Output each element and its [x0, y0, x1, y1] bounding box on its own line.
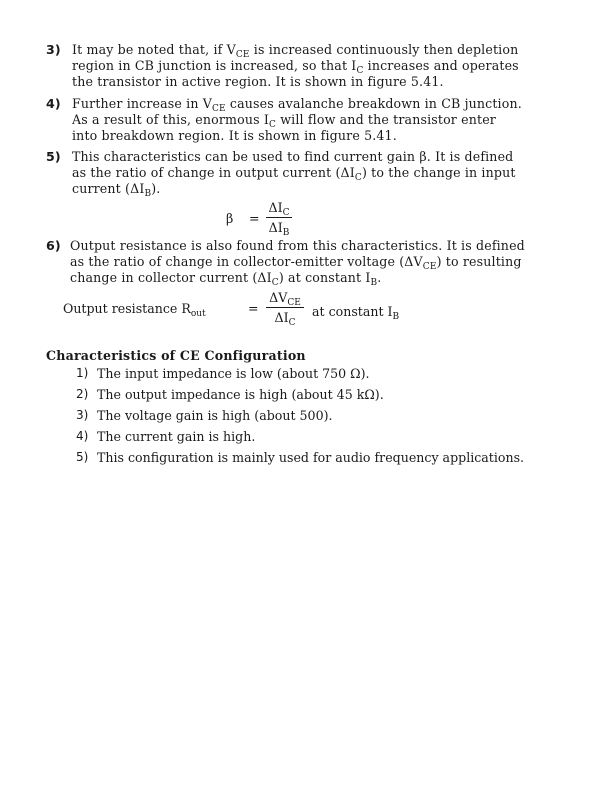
- list-item: [76, 408, 576, 429]
- item-line: current $(\Delta I_B)$.: [72, 181, 161, 199]
- item-number: 5): [46, 149, 61, 164]
- item-text: The output impedance is high (about 45 kΩ).: [97, 387, 384, 402]
- list-item: [76, 450, 576, 471]
- item-number: 3): [76, 408, 89, 422]
- item-line: region in CB junction is increased, so that $I_C$ increases and operates: [72, 58, 519, 76]
- list-item-6: [46, 238, 566, 286]
- list-item-4: [46, 96, 566, 144]
- item-number: 4): [46, 96, 61, 111]
- item-text: This configuration is mainly used for audio frequency applications.: [97, 450, 525, 465]
- list-item: [76, 366, 576, 387]
- list-item-5: [46, 149, 566, 197]
- item-line: This characteristics can be used to find current gain β. It is defined: [72, 149, 514, 164]
- output-resistance-fraction: [266, 290, 304, 328]
- equals-sign: =: [249, 211, 260, 226]
- item-line: Further increase in $V_{CE}$ causes avalanche breakdown in CB junction.: [72, 96, 522, 114]
- item-line: as the ratio of change in output current $(\Delta I_C)$ to the change in input: [72, 165, 516, 183]
- fraction-numerator: $\Delta I_C$: [268, 200, 290, 218]
- item-number: 2): [76, 387, 89, 401]
- output-resistance-label: Output resistance $R_{out}$: [63, 301, 206, 319]
- item-number: 3): [46, 42, 61, 57]
- fraction-denominator: $\Delta I_B$: [268, 220, 290, 238]
- item-number: 5): [76, 450, 89, 464]
- item-line: As a result of this, enormous $I_C$ will flow and the transistor enter: [72, 112, 496, 130]
- beta-symbol: β: [226, 211, 234, 226]
- section-heading: Characteristics of CE Configuration: [46, 348, 306, 363]
- fraction-numerator: $\Delta V_{CE}$: [269, 290, 301, 308]
- item-line: It may be noted that, if $V_{CE}$ is increased continuously then depletion: [72, 42, 519, 60]
- ce-characteristics-list: [76, 366, 576, 471]
- item-text: The input impedance is low (about 750 Ω).: [97, 366, 370, 381]
- item-number: 6): [46, 238, 61, 253]
- list-item: [76, 387, 576, 408]
- item-number: 1): [76, 366, 89, 380]
- list-item: [76, 429, 576, 450]
- item-line: change in collector current $(\Delta I_C)$ at constant $I_B$.: [70, 270, 382, 288]
- item-number: 4): [76, 429, 89, 443]
- item-line: as the ratio of change in collector-emitter voltage $(\Delta V_{CE})$ to resulting: [70, 254, 522, 272]
- item-line: into breakdown region. It is shown in figure 5.41.: [72, 128, 397, 143]
- constant-condition: at constant $I_B$: [312, 304, 400, 322]
- list-item-3: [46, 42, 566, 90]
- beta-fraction: [266, 200, 292, 238]
- item-text: The current gain is high.: [97, 429, 256, 444]
- fraction-denominator: $\Delta I_C$: [274, 310, 296, 328]
- item-text: The voltage gain is high (about 500).: [97, 408, 333, 423]
- item-line: the transistor in active region. It is shown in figure 5.41.: [72, 74, 444, 89]
- equals-sign: =: [248, 301, 259, 316]
- item-line: Output resistance is also found from this characteristics. It is defined: [70, 238, 525, 253]
